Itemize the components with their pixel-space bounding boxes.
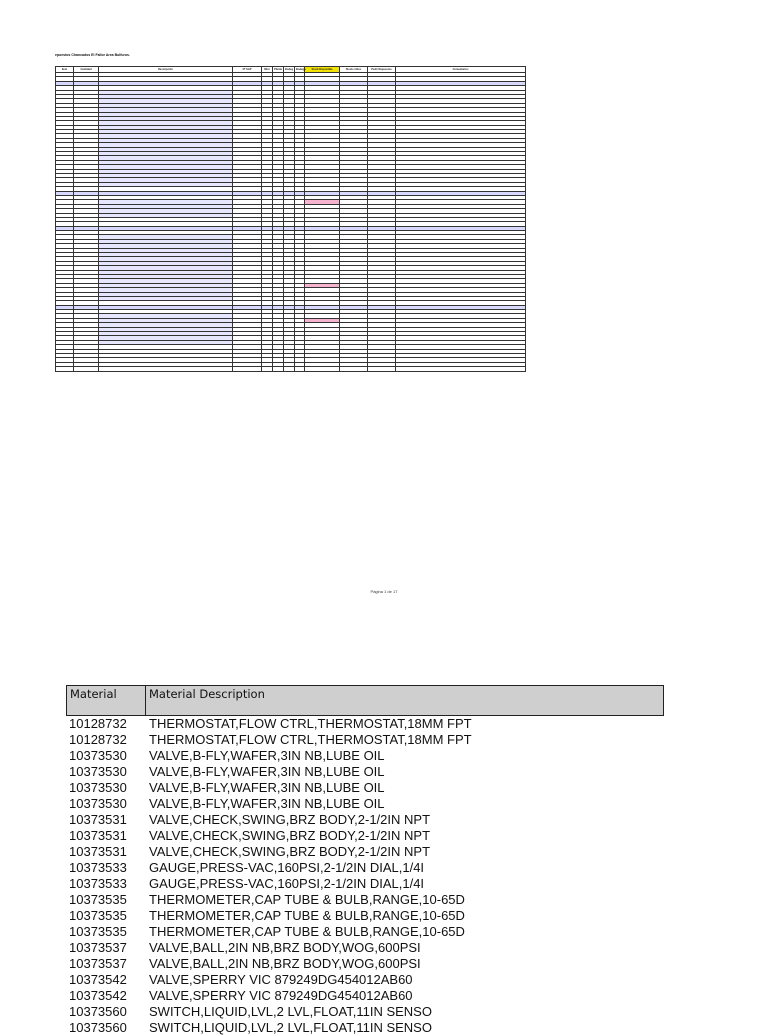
material-description: GAUGE,PRESS-VAC,160PSI,2-1/2IN DIAL,1/4I: [149, 860, 425, 875]
col-header-stock-disponible: Stock Disponible: [305, 67, 340, 73]
material-description: VALVE,BALL,2IN NB,BRZ BODY,WOG,600PSI: [149, 956, 421, 971]
document-page-2: [0, 660, 768, 1035]
material-number: 10373535: [69, 892, 127, 907]
material-table-header: [66, 685, 664, 716]
table-row: [69, 844, 669, 860]
material-number: 10373530: [69, 780, 127, 795]
col-header-stock-critico: Stock critico: [340, 67, 368, 73]
col-header-bodeg: Bodeg: [285, 68, 294, 71]
table-cell: [74, 367, 99, 371]
material-number: 10373530: [69, 796, 127, 811]
material-number: 10373533: [69, 876, 127, 891]
page-number: Página 1 de 17: [370, 589, 398, 594]
material-description: SWITCH,LIQUID,LVL,2 LVL,FLOAT,11IN SENSO: [149, 1004, 432, 1019]
material-number: 10373533: [69, 860, 127, 875]
table-row: [69, 892, 669, 908]
material-number: 10373531: [69, 828, 127, 843]
material-description: VALVE,SPERRY VIC 879249DG454012AB60: [149, 988, 413, 1003]
table-cell: [99, 367, 233, 371]
table-cell: [396, 367, 526, 371]
material-description: VALVE,CHECK,SWING,BRZ BODY,2-1/2IN NPT: [149, 812, 431, 827]
material-description: VALVE,CHECK,SWING,BRZ BODY,2-1/2IN NPT: [149, 828, 431, 843]
col-header-planta: Planta: [274, 68, 282, 71]
material-number: 10373537: [69, 940, 127, 955]
table-row: [69, 860, 669, 876]
table-row: [69, 956, 669, 972]
table-cell: [305, 367, 340, 371]
table-row: [69, 828, 669, 844]
material-description: THERMOSTAT,FLOW CTRL,THERMOSTAT,18MM FPT: [149, 732, 472, 747]
table-cell: [233, 367, 262, 371]
material-description: VALVE,B-FLY,WAFER,3IN NB,LUBE OIL: [149, 796, 385, 811]
spare-parts-table: [55, 66, 526, 372]
material-number: 10373542: [69, 972, 127, 987]
material-column-header: Material: [66, 685, 146, 716]
table-cell: [368, 367, 396, 371]
material-number: 10373530: [69, 764, 127, 779]
table-row: [69, 924, 669, 940]
material-description: THERMOMETER,CAP TUBE & BULB,RANGE,10-65D: [149, 892, 465, 907]
table-row: [69, 732, 669, 748]
table-row: [69, 876, 669, 892]
table-cell: [340, 367, 368, 371]
table-row: [69, 796, 669, 812]
material-description: VALVE,SPERRY VIC 879249DG454012AB60: [149, 972, 413, 987]
table-cell: [295, 367, 305, 371]
col-header-item: Item: [56, 67, 74, 73]
table-cell: [262, 367, 273, 371]
material-description: THERMOSTAT,FLOW CTRL,THERMOSTAT,18MM FPT: [149, 716, 472, 731]
material-description: VALVE,B-FLY,WAFER,3IN NB,LUBE OIL: [149, 748, 385, 763]
material-number: 10373535: [69, 924, 127, 939]
table-cell: [273, 367, 284, 371]
col-header-descripcion: Descripción: [99, 67, 233, 73]
material-number: 10373535: [69, 908, 127, 923]
material-number: 10373531: [69, 812, 127, 827]
table-row: [69, 972, 669, 988]
material-table-body: [69, 716, 669, 1036]
material-number: 10373560: [69, 1004, 127, 1019]
material-description: VALVE,B-FLY,WAFER,3IN NB,LUBE OIL: [149, 764, 385, 779]
table-row: [69, 1004, 669, 1020]
spare-parts-body: [56, 73, 526, 372]
table-row: [69, 1020, 669, 1036]
material-description: SWITCH,LIQUID,LVL,2 LVL,FLOAT,11IN SENSO: [149, 1020, 432, 1035]
material-description-column-header: Material Description: [146, 685, 664, 716]
table-row: [69, 748, 669, 764]
material-number: 10373537: [69, 956, 127, 971]
col-header-minr: Mínr: [262, 67, 273, 73]
material-number: 10373560: [69, 1020, 127, 1035]
spreadsheet-title: epuestos Chancados El Fallor Area Bulfuros.: [55, 53, 130, 57]
table-row: [56, 367, 526, 371]
table-row: [69, 908, 669, 924]
col-header-comentarios: Comentarios: [396, 67, 526, 73]
material-number: 10373531: [69, 844, 127, 859]
spare-parts-table-wrap: [55, 66, 525, 372]
col-header-sap: Nº SAP: [233, 67, 262, 73]
material-description: THERMOMETER,CAP TUBE & BULB,RANGE,10-65D: [149, 924, 465, 939]
material-description: THERMOMETER,CAP TUBE & BULB,RANGE,10-65D: [149, 908, 465, 923]
material-number: 10128732: [69, 732, 127, 747]
table-row: [69, 764, 669, 780]
table-row: [69, 940, 669, 956]
material-description: VALVE,B-FLY,WAFER,3IN NB,LUBE OIL: [149, 780, 385, 795]
material-number: 10128732: [69, 716, 127, 731]
table-row: [69, 780, 669, 796]
material-description: GAUGE,PRESS-VAC,160PSI,2-1/2IN DIAL,1/4I: [149, 876, 425, 891]
col-header-bodega: Bodega: [296, 68, 306, 71]
material-description: VALVE,CHECK,SWING,BRZ BODY,2-1/2IN NPT: [149, 844, 431, 859]
material-description: VALVE,BALL,2IN NB,BRZ BODY,WOG,600PSI: [149, 940, 421, 955]
table-row: [69, 988, 669, 1004]
material-number: 10373530: [69, 748, 127, 763]
col-header-cantidad: Cantidad: [74, 67, 99, 73]
table-cell: [56, 367, 74, 371]
table-cell: [284, 367, 295, 371]
material-number: 10373542: [69, 988, 127, 1003]
table-row: [69, 812, 669, 828]
col-header-pedir-repuestos: Pedir Repuestos: [368, 67, 396, 73]
table-row: [69, 716, 669, 732]
